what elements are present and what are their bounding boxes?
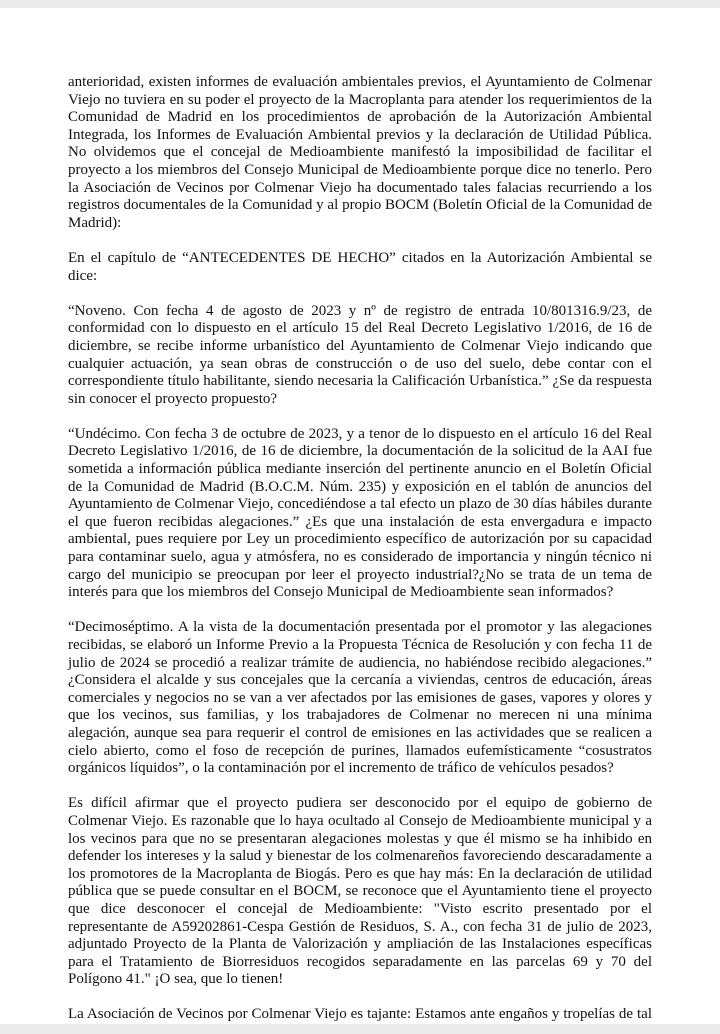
paragraph-undecimo-quote: “Undécimo. Con fecha 3 de octubre de 2023, y a tenor de lo dispuesto en el artículo 16 del Real Decreto Legislativo 1/2016, de 16 de diciembre, la documentación de la solicitud de la AAI fue sometida a información pública mediante inserción del pertinente anuncio en el Boletín Oficial de la Comunidad de Madrid (B.O.C.M. Núm. 235) y exposición en el tablón de anuncios del Ayuntamiento de Colmenar Viejo, concediéndose a tal efecto un plazo de 30 días hábiles durante el que fueron recibidas alegaciones.” ¿Es que una instalación de esta envergadura e impacto ambiental, pues requiere por Ley un procedimiento específico de autorización por su capacidad para contaminar suelo, agua y atmósfera, no es considerado de importancia y ningún técnico ni cargo del municipio se preocupan por leer el proyecto industrial?¿No se trata de un tema de interés para que los miembros del Consejo Municipal de Medioambiente sean informados?: [68, 425, 652, 601]
paragraph-asociacion-tajante: La Asociación de Vecinos por Colmenar Viejo es tajante: Estamos ante engaños y tropelías de tal: [68, 1006, 652, 1023]
paragraph-anterioridad: anterioridad, existen informes de evaluación ambientales previos, el Ayuntamiento de Colmenar Viejo no tuviera en su poder el proyecto de la Macroplanta para atender los requerimientos de la Comunidad de Madrid en los procedimientos de aprobación de la Autorización Ambiental Integrada, los Informes de Evaluación Ambiental previos y la declaración de Utilidad Pública. No olvidemos que el concejal de Medioambiente manifestó la imposibilidad de facilitar el proyecto a los miembros del Consejo Municipal de Medioambiente porque dice no tenerlo. Pero la Asociación de Vecinos por Colmenar Viejo ha documentado tales falacias recurriendo a los registros documentales de la Comunidad y al propio BOCM (Boletín Oficial de la Comunidad de Madrid):: [68, 74, 652, 231]
paragraph-proyecto-desconocido: Es difícil afirmar que el proyecto pudiera ser desconocido por el equipo de gobierno de Colmenar Viejo. Es razonable que lo haya ocultado al Consejo de Medioambiente municipal y a los vecinos para que no se presentaran alegaciones molestas y que él mismo se ha inhibido en defender los intereses y la salud y bienestar de los colmenareños favoreciendo descaradamente a los promotores de la Macroplanta de Biogás. Pero es que hay más: En la declaración de utilidad pública que se puede consultar en el BOCM, se reconoce que el Ayuntamiento tiene el proyecto que dice desconocer el concejal de Medioambiente: "Visto escrito presentado por el representante de A59202861-Cespa Gestión de Residuos, S. A., con fecha 31 de julio de 2023, adjuntado Proyecto de la Planta de Valorización y ampliación de las Instalaciones específicas para el Tratamiento de Biorresiduos recogidos separadamente en las parcelas 69 y 70 del Polígono 41." ¡O sea, que lo tienen!: [68, 795, 652, 988]
paragraph-antecedentes-intro: En el capítulo de “ANTECEDENTES DE HECHO” citados en la Autorización Ambiental se dice:: [68, 249, 652, 284]
document-page: [0, 8, 720, 1024]
paragraph-noveno-quote: “Noveno. Con fecha 4 de agosto de 2023 y nº de registro de entrada 10/801316.9/23, de conformidad con lo dispuesto en el artículo 15 del Real Decreto Legislativo 1/2016, de 16 de diciembre, se recibe informe urbanístico del Ayuntamiento de Colmenar Viejo indicando que cualquier actuación, ya sean obras de construcción o de uso del suelo, debe contar con el correspondiente título habilitante, siendo necesaria la Calificación Urbanística.” ¿Se da respuesta sin conocer el proyecto propuesto?: [68, 302, 652, 407]
paragraph-decimoseptimo-quote: “Decimoséptimo. A la vista de la documentación presentada por el promotor y las alegaciones recibidas, se elaboró un Informe Previo a la Propuesta Técnica de Resolución y con fecha 11 de julio de 2024 se procedió a realizar trámite de audiencia, no habiéndose recibido alegaciones.” ¿Considera el alcalde y sus concejales que la cercanía a viviendas, centros de educación, áreas comerciales y negocios no se van a ver afectados por las emisiones de gases, vapores y olores y que los vecinos, sus familias, y los trabajadores de Colmenar no merecen ni una mínima alegación, aunque sea para requerir el control de emisiones en las actividades que se realicen a cielo abierto, como el foso de recepción de purines, llamados eufemísticamente “cosustratos orgánicos líquidos”, o la contaminación por el incremento de tráfico de vehículos pesados?: [68, 619, 652, 777]
